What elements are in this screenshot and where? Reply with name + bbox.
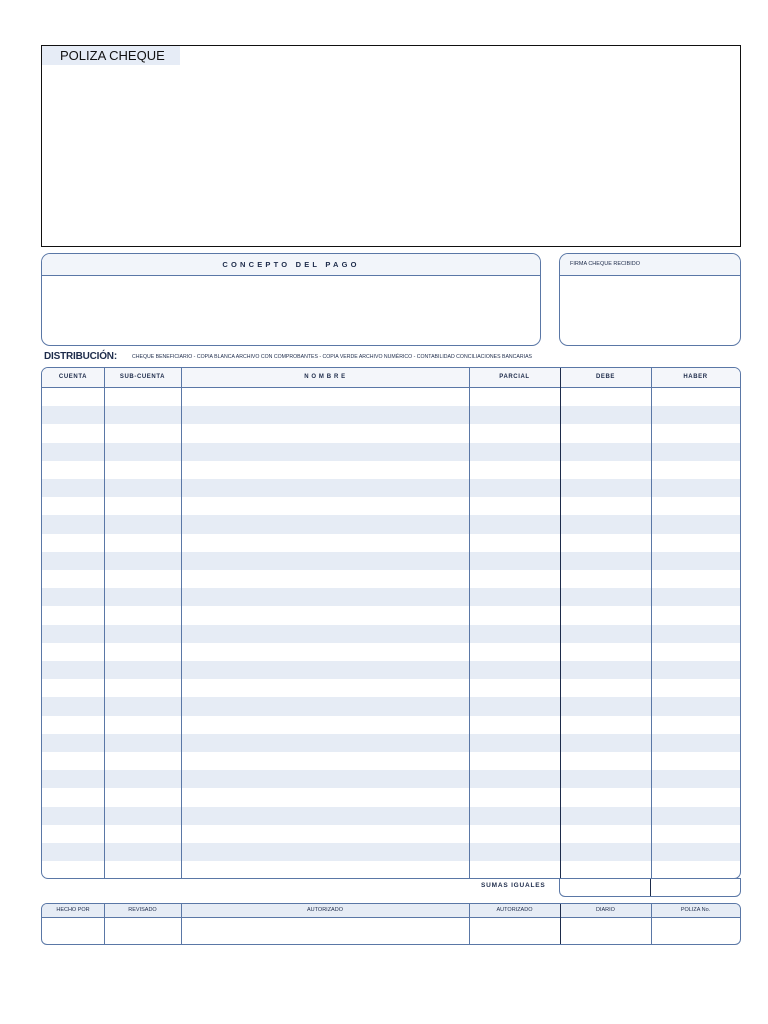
table-row bbox=[42, 588, 740, 606]
table-row bbox=[42, 515, 740, 533]
concepto-header: CONCEPTO DEL PAGO bbox=[42, 254, 540, 276]
table-row bbox=[42, 497, 740, 515]
firma-header: FIRMA CHEQUE RECIBIDO bbox=[560, 254, 740, 276]
signature-autorizado: AUTORIZADO bbox=[307, 907, 343, 913]
column-header-sub-cuenta: SUB-CUENTA bbox=[119, 374, 166, 380]
table-row bbox=[42, 388, 740, 406]
table-row bbox=[42, 843, 740, 861]
signature-poliza-no: POLIZA No. bbox=[680, 907, 711, 913]
distribucion-text: CHEQUE BENEFICIARIO - COPIA BLANCA ARCHIVO CON COMPROBANTES - COPIA VERDE ARCHIVO NUMÉRICO - CONTABILIDAD CONCILIACIONES BANCARIAS bbox=[132, 354, 532, 360]
table-row bbox=[42, 770, 740, 788]
table-row bbox=[42, 825, 740, 843]
table-row bbox=[42, 788, 740, 806]
table-row bbox=[42, 697, 740, 715]
column-header-nombre: N O M B R E bbox=[304, 374, 346, 380]
table-row bbox=[42, 679, 740, 697]
table-row bbox=[42, 570, 740, 588]
column-header-haber: HABER bbox=[683, 374, 708, 380]
column-divider bbox=[104, 904, 105, 944]
signature-revisado: REVISADO bbox=[128, 907, 157, 913]
table-row bbox=[42, 752, 740, 770]
table-row bbox=[42, 534, 740, 552]
column-divider bbox=[651, 904, 652, 944]
concepto-panel bbox=[41, 253, 541, 346]
distribucion-label: DISTRIBUCIÓN: bbox=[44, 351, 117, 362]
table-row bbox=[42, 461, 740, 479]
column-header-parcial: PARCIAL bbox=[499, 374, 530, 380]
column-divider bbox=[181, 904, 182, 944]
column-divider bbox=[560, 904, 561, 944]
column-divider bbox=[560, 368, 561, 878]
document-title: POLIZA CHEQUE bbox=[42, 46, 180, 65]
table-row bbox=[42, 661, 740, 679]
signature-table bbox=[41, 903, 741, 945]
table-row bbox=[42, 643, 740, 661]
column-header-cuenta: CUENTA bbox=[58, 374, 88, 380]
table-row bbox=[42, 479, 740, 497]
table-row bbox=[42, 424, 740, 442]
signature-diario: DIARIO bbox=[596, 907, 615, 913]
sumas-iguales-box bbox=[559, 878, 741, 897]
signature-hecho-por: HECHO POR bbox=[56, 907, 90, 913]
cheque-area bbox=[41, 45, 741, 247]
distribution-table bbox=[41, 367, 741, 879]
firma-panel bbox=[559, 253, 741, 346]
column-divider bbox=[104, 368, 105, 878]
table-row bbox=[42, 807, 740, 825]
table-row bbox=[42, 552, 740, 570]
table-row bbox=[42, 443, 740, 461]
table-row bbox=[42, 861, 740, 879]
sumas-iguales-label: SUMAS IGUALES bbox=[481, 882, 546, 889]
column-divider bbox=[651, 368, 652, 878]
signature-header bbox=[42, 904, 740, 918]
column-divider bbox=[469, 368, 470, 878]
sumas-divider bbox=[650, 879, 651, 896]
signature-autorizado-2: AUTORIZADO bbox=[496, 907, 533, 913]
table-row bbox=[42, 406, 740, 424]
table-body bbox=[42, 388, 740, 878]
column-header-debe: DEBE bbox=[595, 374, 616, 380]
table-row bbox=[42, 625, 740, 643]
column-divider bbox=[181, 368, 182, 878]
table-row bbox=[42, 606, 740, 624]
table-header bbox=[42, 368, 740, 388]
table-row bbox=[42, 734, 740, 752]
table-row bbox=[42, 716, 740, 734]
column-divider bbox=[469, 904, 470, 944]
